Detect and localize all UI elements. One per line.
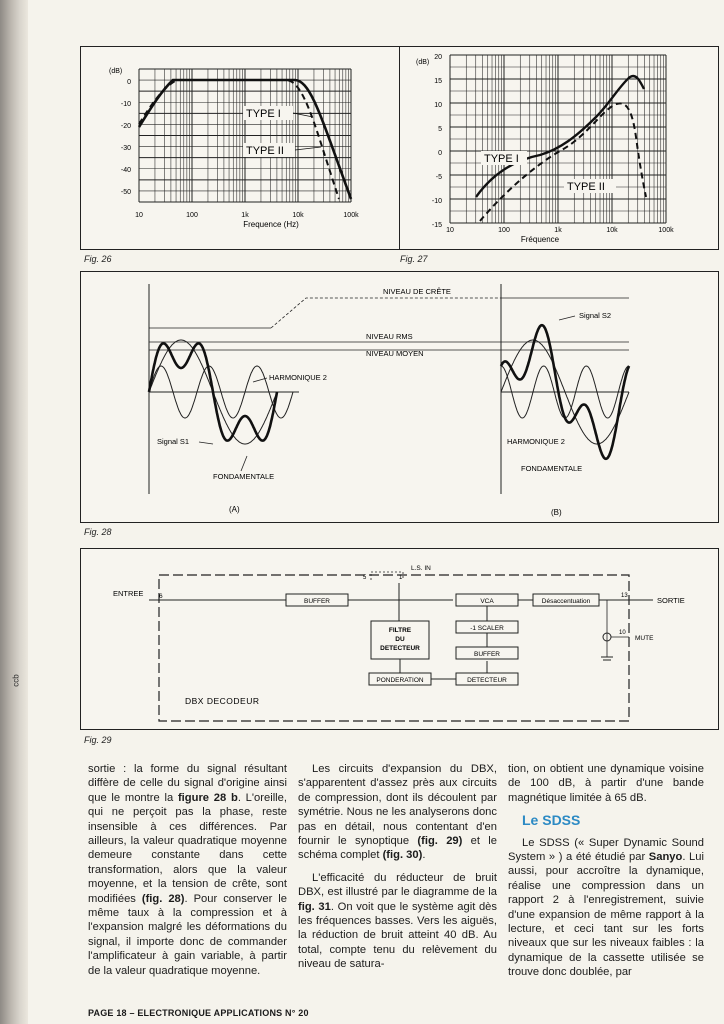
fig29-pin10: 10 — [619, 630, 626, 636]
fig26-ytick: -30 — [120, 145, 131, 152]
fig26-type2-curve — [139, 80, 339, 199]
fig26-xtitle: Frequence (Hz) — [243, 220, 299, 229]
fig26-type1-label: TYPE I — [246, 108, 281, 120]
fig29-pin5: 5 — [363, 575, 367, 581]
fig29-vca-label: VCA — [480, 598, 494, 605]
fig29-sortie: SORTIE — [657, 596, 685, 605]
fig26-type2-leader — [295, 147, 321, 150]
fig27-ytick: 10 — [434, 102, 442, 109]
fig29-decoder-label: DBX DECODEUR — [185, 696, 260, 706]
fig28-crete-label: NIVEAU DE CRÊTE — [383, 287, 451, 296]
fig26-ytick: -50 — [120, 189, 131, 196]
fig26-type2-label: TYPE II — [246, 145, 284, 157]
fig27-type1-curve — [476, 76, 644, 197]
fig29-entree: ENTREE — [113, 589, 144, 598]
fig27-type1-label: TYPE I — [484, 153, 519, 165]
fig26-caption: Fig. 26 — [84, 254, 112, 264]
fig28-box — [80, 271, 719, 523]
fig26-ytick: 0 — [127, 79, 131, 86]
fig29-filtre3: DETECTEUR — [380, 645, 420, 652]
fig26-box — [80, 46, 412, 250]
fig26-xtick: 100k — [343, 212, 359, 219]
text-column-3 — [508, 762, 704, 988]
fig29-detecteur-label: DETECTEUR — [467, 677, 507, 684]
fig27-xtick: 10 — [446, 227, 454, 234]
fig26-chart — [81, 47, 411, 249]
fig27-ytick: 20 — [434, 54, 442, 61]
col2-paragraph-2: L'efficacité du réducteur de bruit DBX, est illustré par le diagramme de la fig. 31. On voit que le système agit dès les fréquences basses. Vers les aiguës, la réduction de bruit atteint 40 dB. Au total, compte tenu du relèvement du niveau de satura- — [298, 871, 497, 971]
fig29-pin6: 6 — [159, 593, 163, 600]
fig27-xtick: 1k — [554, 227, 562, 234]
fig27-unit: (dB) — [416, 59, 430, 66]
fig28a-caption: (A) — [229, 505, 240, 514]
fig27-xtick: 100k — [658, 227, 674, 234]
fig28a-harmonique-label: HARMONIQUE 2 — [269, 373, 327, 382]
text-column-1 — [88, 762, 287, 986]
fig27-xtick: 100 — [498, 227, 510, 234]
fig28-diagram — [81, 272, 718, 522]
fig27-grid — [450, 55, 666, 223]
sdss-heading: Le SDSS — [522, 812, 581, 829]
col3-paragraph-1: tion, on obtient une dynamique voisine de 100 dB, à partir d'une bande magnétique limitée à 65 dB. — [508, 763, 704, 804]
fig26-xtick: 10k — [292, 212, 304, 219]
fig26-xtick: 100 — [186, 212, 198, 219]
fig28-moyen-label: NIVEAU MOYEN — [366, 349, 424, 358]
fig29-buffer-label: BUFFER — [304, 598, 330, 605]
fig27-box — [399, 46, 719, 250]
fig28b-harmonique-label: HARMONIQUE 2 — [507, 437, 565, 446]
fig29-block-diagram — [81, 549, 718, 729]
fig27-xtitle: Fréquence — [520, 235, 560, 244]
fig27-ytick: -5 — [435, 174, 442, 181]
col2-paragraph-1: Les circuits d'expansion du DBX, s'apparentent d'assez près aux circuits de compression, dont ils découlent par symétrie. Nous ne les analyserons donc pas en détail, nous contentant d'en fournir le synoptique (fig. 29) et le schéma complet (fig. 30). — [298, 763, 497, 862]
fig27-xtick: 10k — [606, 227, 618, 234]
fig27-ytick: 0 — [438, 150, 442, 157]
fig27-caption: Fig. 27 — [400, 254, 428, 264]
fig29-desaccent-label: Désaccentuation — [541, 598, 591, 605]
fig26-xtick: 10 — [135, 212, 143, 219]
fig27-ytick: -10 — [431, 198, 442, 205]
fig27-chart — [400, 47, 718, 249]
fig29-mute: MUTE — [635, 635, 654, 642]
fig29-ls-in: L.S. IN — [411, 565, 431, 572]
fig29-pin1: 1 — [399, 575, 403, 581]
binding-mark: ccb — [11, 674, 21, 687]
col1-paragraph: sortie : la forme du signal résultant diffère de celle du signal d'origine ainsi que le montre la figure 28 b. L'oreille, qui ne perçoit pas la phase, reste insensible à ces différences. Par ailleurs, la valeur quadratique moyenne demeure constante dans cette transformation, alors que la valeur moyenne, et la tension de crête, sont modifiées (fig. 28). Pour conserver le même taux à la compression et à l'expansion malgré les déformations du signal, il importe donc de commander l'amplificateur à gain variable, à partir de la valeur quadratique moyenne. — [88, 763, 287, 977]
fig29-box — [80, 548, 719, 730]
fig28a-fondamentale-label: FONDAMENTALE — [213, 472, 275, 481]
fig26-xtick: 1k — [241, 212, 249, 219]
fig28b-signal-label: Signal S2 — [579, 311, 612, 320]
fig29-scaler-label: -1 SCALER — [470, 625, 504, 632]
fig26-ytick: -10 — [120, 101, 131, 108]
text-column-2 — [298, 762, 497, 980]
fig26-unit: (dB) — [109, 68, 123, 75]
fig26-ytick: -40 — [120, 167, 131, 174]
fig27-ytick: 15 — [434, 78, 442, 85]
fig28a-signal-label: Signal S1 — [157, 437, 190, 446]
fig27-ytick: 5 — [438, 126, 442, 133]
fig29-filtre2: DU — [395, 636, 405, 643]
fig28-level-crete-dashed — [271, 298, 501, 328]
book-binding — [0, 0, 28, 1024]
fig28-caption: Fig. 28 — [84, 527, 112, 537]
col3-paragraph-2: Le SDSS (« Super Dynamic Sound System » ) a été étudié par Sanyo. Lui aussi, pour accroître la dynamique, réalise une compression dans un rapport 2 à l'enregistrement, suivie d'une expansion de même rapport à la lecture, et ceci tant sur les forts niveaux que sur les niveaux faibles : la dynamique de la cassette utilisée se trouve donc doublée, par — [508, 836, 704, 979]
fig28b-caption: (B) — [551, 508, 562, 517]
fig28b-fondamentale-label: FONDAMENTALE — [521, 464, 583, 473]
page-footer: PAGE 18 – ELECTRONIQUE APPLICATIONS N° 20 — [88, 1008, 309, 1018]
fig27-ytick: -15 — [431, 222, 442, 229]
fig26-ytick: -20 — [120, 123, 131, 130]
fig29-caption: Fig. 29 — [84, 735, 112, 745]
fig29-filtre1: FILTRE — [388, 627, 412, 634]
fig29-buffer2-label: BUFFER — [474, 651, 500, 658]
fig28-rms-label: NIVEAU RMS — [366, 332, 413, 341]
fig27-type2-label: TYPE II — [567, 181, 605, 193]
fig29-ponderation-label: PONDERATION — [376, 677, 424, 684]
fig29-pin13: 13 — [621, 593, 628, 599]
magazine-page — [28, 0, 724, 1024]
